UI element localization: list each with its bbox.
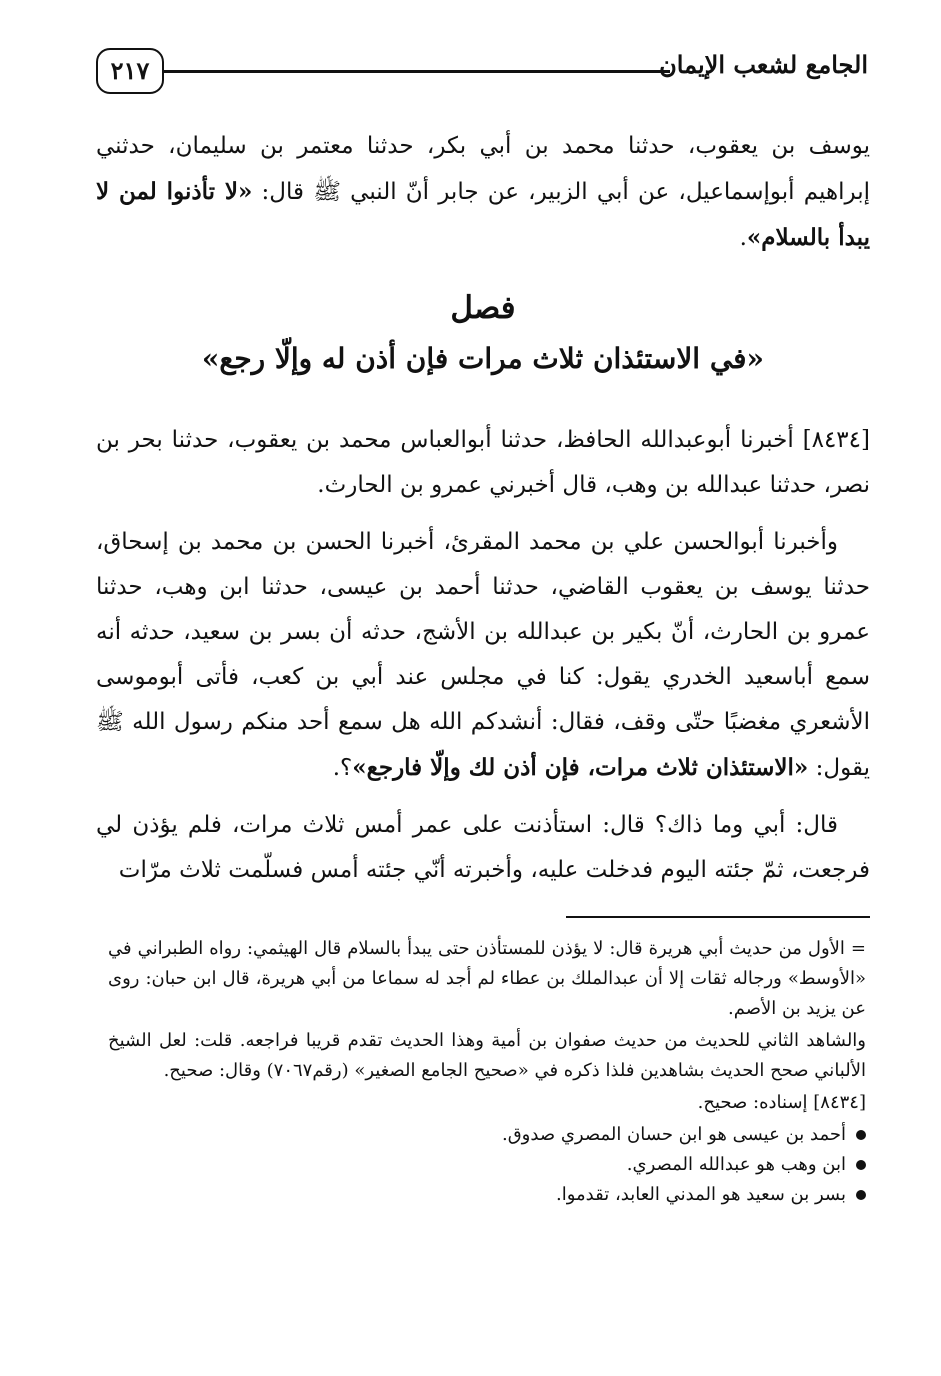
hadith-8434-second-chain xyxy=(96,520,870,791)
hadith-quote: «الاستئذان ثلاث مرات، فإن أذن لك وإلّا فارجع» xyxy=(352,754,809,781)
footnote-continuation: = الأول من حديث أبي هريرة قال: لا يؤذن للمستأذن حتى يبدأ بالسلام قال الهيثمي: رواه الطبراني في «الأوسط» ورجاله ثقات إلا أن عبدالملك بن عطاء لم أجد له سماعا من أبي هريرة، قال ابن حبان: روى عن يزيد بن الأصم. xyxy=(108,938,867,1019)
footnote-isnad-grade: [٨٤٣٤] إسناده: صحيح. xyxy=(697,1092,866,1113)
footnote-separator xyxy=(566,916,870,918)
narrator-notes-list xyxy=(108,1120,866,1210)
list-item xyxy=(108,1180,866,1210)
header-rule xyxy=(164,70,670,73)
bullet-icon xyxy=(856,1130,866,1140)
list-item xyxy=(108,1120,866,1150)
intro-end: . xyxy=(739,225,747,251)
narrator-note: أحمد بن عيسى هو ابن حسان المصري صدوق. xyxy=(501,1124,846,1145)
list-item xyxy=(108,1150,866,1180)
footnotes xyxy=(108,934,866,1210)
page-number: ٢١٧ xyxy=(96,48,164,94)
intro-text: يوسف بن يعقوب، حدثنا محمد بن أبي بكر، حدثنا معتمر بن سليمان، حدثني إبراهيم أبوإسماعيل، عن أبي الزبير، عن جابر أنّ النبي ﷺ قال: xyxy=(96,133,870,205)
intro-hadith-quote: «لا تأذنوا لمن لا يبدأ بالسلام» xyxy=(96,178,870,251)
book-title: الجامع لشعب الإيمان xyxy=(659,50,868,79)
hadith-8434-chain: [٨٤٣٤] أخبرنا أبوعبدالله الحافظ، حدثنا أبوالعباس محمد بن يعقوب، حدثنا بحر بن نصر، حدثنا عبدالله بن وهب، قال أخبرني عمرو بن الحارث. xyxy=(96,427,870,498)
second-chain-end: ؟. xyxy=(332,755,353,781)
section-title: فصل xyxy=(450,290,516,326)
intro-paragraph xyxy=(96,124,870,273)
bullet-icon xyxy=(856,1160,866,1170)
bullet-icon xyxy=(856,1190,866,1200)
running-header xyxy=(96,44,868,100)
section-subtitle: «في الاستئذان ثلاث مرات فإن أذن له وإلّا رجع» xyxy=(201,342,765,375)
narrator-note: بسر بن سعيد هو المدني العابد، تقدموا. xyxy=(556,1184,846,1205)
section-heading xyxy=(96,286,870,382)
hadith-continuation: قال: أبي وما ذاك؟ قال: استأذنت على عمر أمس ثلاث مرات، فلم يؤذن لي فرجعت، ثمّ جئته اليوم فدخلت عليه، وأخبرته أنّي جئته أمس فسلّمت ثلاث مرّات xyxy=(96,812,870,883)
narrator-note: ابن وهب هو عبدالله المصري. xyxy=(626,1154,846,1175)
footnote-shahid: والشاهد الثاني للحديث من حديث صفوان بن أمية وهذا الحديث تقدم قريبا فراجعه. قلت: لعل الشيخ الألباني صحح الحديث بشاهدين فلذا ذكره في «صحيح الجامع الصغير» (رقم٧٠٦٧) وقال: صحيح. xyxy=(108,1030,866,1081)
body-text xyxy=(96,418,870,905)
second-chain-text: وأخبرنا أبوالحسن علي بن محمد المقرئ، أخبرنا الحسن بن محمد بن إسحاق، حدثنا يوسف بن يعقوب القاضي، حدثنا أحمد بن عيسى، حدثنا ابن وهب، حدثنا عمرو بن الحارث، أنّ بكير بن عبدالله بن الأشج، حدثه أن بسر بن سعيد، حدثه أنه سمع أباسعيد الخدري يقول: كنا في مجلس عند أبي بن كعب، فأتى أبوموسى الأشعري مغضبًا حتّى وقف، فقال: أنشدكم الله هل سمع أحد منكم رسول الله ﷺ يقول: xyxy=(96,529,870,781)
